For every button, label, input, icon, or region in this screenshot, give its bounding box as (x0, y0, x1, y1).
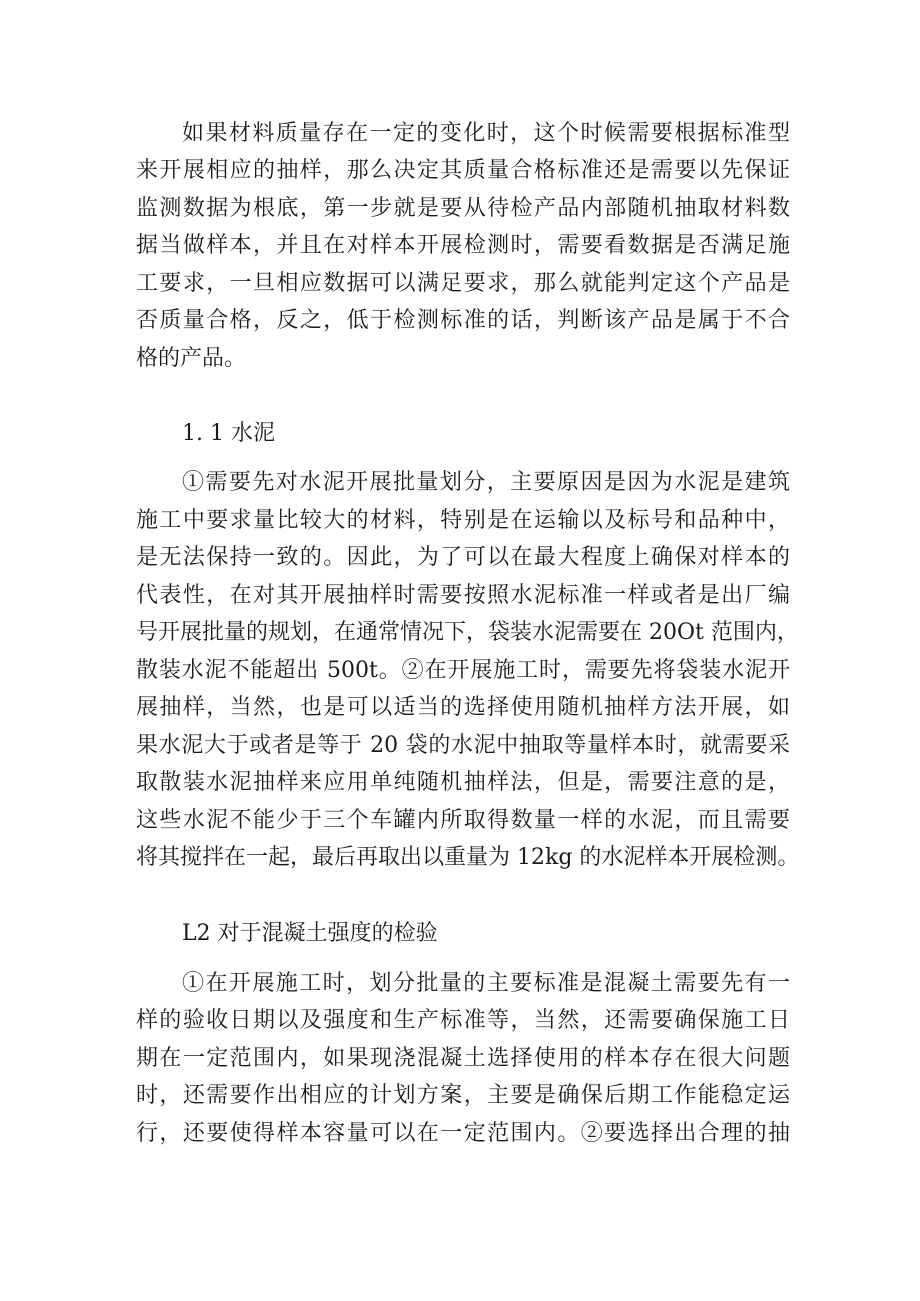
text-line: 来开展相应的抽样，那么决定其质量合格标准还是需要以先保证 (136, 158, 790, 183)
section-heading-concrete: L2 对于混凝土强度的检验 (182, 921, 438, 946)
text-line: 代表性，在对其开展抽样时需要按照水泥标准一样或者是出厂编 (136, 583, 790, 608)
text-line: ①需要先对水泥开展批量划分，主要原因是因为水泥是建筑 (182, 470, 790, 495)
text-line: 期在一定范围内，如果现浇混凝土选择使用的样本存在很大问题 (136, 1046, 790, 1071)
text-line: 这些水泥不能少于三个车罐内所取得数量一样的水泥，而且需要 (136, 808, 790, 833)
text-line: 施工中要求量比较大的材料，特别是在运输以及标号和品种中， (136, 508, 790, 533)
text-line: 果水泥大于或者是等于 20 袋的水泥中抽取等量样本时，就需要采 (136, 733, 790, 758)
text-line: 是无法保持一致的。因此，为了可以在最大程度上确保对样本的 (136, 545, 790, 570)
text-line: 据当做样本，并且在对样本开展检测时，需要看数据是否满足施 (136, 233, 790, 258)
text-line: 取散装水泥抽样来应用单纯随机抽样法，但是，需要注意的是， (136, 770, 790, 795)
text-line: 样的验收日期以及强度和生产标准等，当然，还需要确保施工日 (136, 1008, 790, 1033)
section-heading-cement: 1. 1 水泥 (182, 421, 275, 446)
text-line: 工要求，一旦相应数据可以满足要求，那么就能判定这个产品是 (136, 271, 790, 296)
text-line: 展抽样，当然，也是可以适当的选择使用随机抽样方法开展，如 (136, 695, 790, 720)
text-line: 将其搅拌在一起，最后再取出以重量为 12kg 的水泥样本开展检测。 (136, 845, 800, 870)
text-line: 如果材料质量存在一定的变化时，这个时候需要根据标准型 (182, 121, 790, 146)
text-line: 否质量合格，反之，低于检测标准的话，判断该产品是属于不合 (136, 308, 790, 333)
text-line: 监测数据为根底，第一步就是要从待检产品内部随机抽取材料数 (136, 196, 790, 221)
text-line: 行，还要使得样本容量可以在一定范围内。②要选择出合理的抽 (136, 1121, 790, 1146)
text-line: ①在开展施工时，划分批量的主要标准是混凝土需要先有一 (182, 971, 790, 996)
text-line: 时，还需要作出相应的计划方案，主要是确保后期工作能稳定运 (136, 1083, 790, 1108)
text-line: 散装水泥不能超出 500t。②在开展施工时，需要先将袋装水泥开 (136, 658, 790, 683)
text-line: 格的产品。 (136, 346, 247, 371)
text-line: 号开展批量的规划，在通常情况下，袋装水泥需要在 20Ot 范围内， (136, 620, 799, 645)
